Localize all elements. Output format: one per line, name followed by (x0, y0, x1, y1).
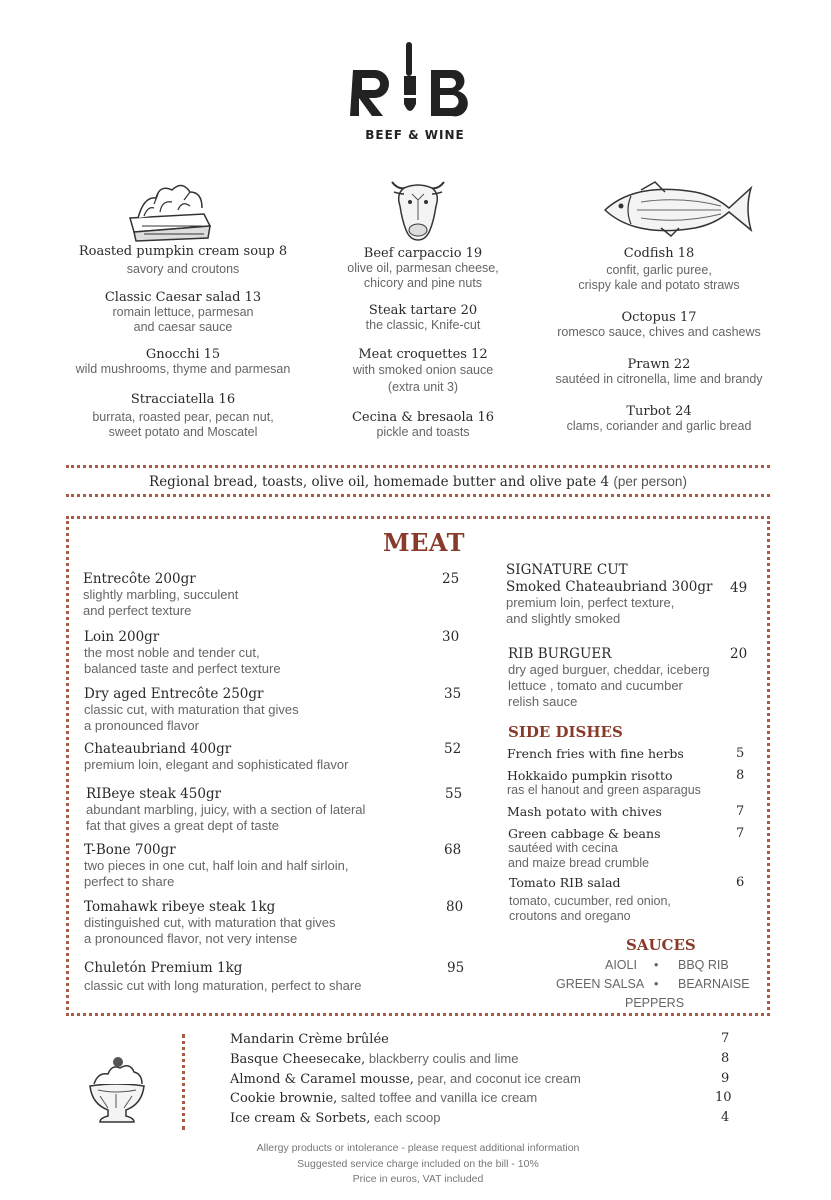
dessert-name: Mandarin Crème brûlée (230, 1032, 389, 1047)
divider (66, 465, 770, 468)
starter-desc: savory and croutons (126, 262, 240, 276)
sauce-separator: • (654, 958, 659, 972)
bread-note: (per person) (613, 474, 687, 489)
footer-allergy: Allergy products or intolerance - please request additional information (256, 1142, 580, 1154)
starter-desc: clams, coriander and garlic bread (566, 419, 752, 433)
divider (66, 494, 770, 497)
starter-name: Codfish 18 (623, 246, 695, 261)
dessert-item (230, 1090, 537, 1106)
starter-name: Meat croquettes 12 (358, 347, 488, 362)
sauce-aioli: AIOLI (605, 958, 637, 972)
meat-item (84, 741, 474, 773)
meat-item (84, 629, 474, 677)
meat-desc: the most noble and tender cut, balanced taste and perfect texture (84, 645, 281, 676)
starter-name: Gnocchi 15 (145, 347, 221, 362)
starter-name: Prawn 22 (627, 357, 691, 372)
meat-item (84, 842, 474, 890)
vegetable-crate-icon (124, 184, 214, 242)
dessert-desc: each scoop (370, 1110, 441, 1125)
meat-item (84, 960, 474, 994)
side-item (507, 804, 747, 819)
sundae-icon (82, 1050, 152, 1130)
sauce-separator: • (654, 977, 659, 991)
signature-desc: premium loin, perfect texture, and slightly smoked (506, 595, 675, 626)
starter-desc: sautéed in citronella, lime and brandy (555, 372, 763, 386)
meat-desc: slightly marbling, succulent and perfect texture (83, 587, 239, 618)
starter-desc: wild mushrooms, thyme and parmesan (75, 362, 291, 376)
signature-name: Smoked Chateaubriand 300gr (506, 579, 713, 595)
side-name: French fries with fine herbs (507, 746, 684, 761)
starter-desc: confit, garlic puree, crispy kale and potato straws (578, 263, 740, 292)
sides-heading: SIDE DISHES (508, 723, 623, 741)
dessert-desc: blackberry coulis and lime (365, 1051, 519, 1066)
side-price: 8 (736, 768, 745, 783)
meat-desc: premium loin, elegant and sophisticated flavor (84, 757, 349, 772)
side-name: Tomato RIB salad (509, 875, 621, 890)
footer-service: Suggested service charge included on the bill - 10% (297, 1157, 539, 1170)
meat-item (84, 899, 474, 947)
dessert-price: 10 (715, 1090, 732, 1105)
sauces-heading: SAUCES (626, 936, 696, 954)
meat-price: 80 (446, 899, 464, 915)
dessert-item (230, 1071, 581, 1087)
starter-desc: burrata, roasted pear, pecan nut, sweet potato and Moscatel (92, 410, 274, 439)
starter-name: Steak tartare 20 (368, 303, 478, 318)
side-item (509, 875, 749, 924)
sauce-peppers: PEPPERS (625, 996, 685, 1010)
dessert-price: 4 (721, 1110, 730, 1125)
meat-desc: distinguished cut, with maturation that gives a pronounced flavor, not very intense (84, 915, 336, 946)
bread-line (66, 474, 770, 490)
meat-item (84, 686, 474, 734)
signature-label: SIGNATURE CUT (506, 562, 628, 578)
dessert-divider (182, 1034, 185, 1130)
signature-cut (506, 562, 756, 627)
meat-desc: classic cut with long maturation, perfect to share (84, 978, 362, 993)
dessert-desc: salted toffee and vanilla ice cream (337, 1090, 538, 1105)
meat-name: RIBeye steak 450gr (86, 786, 222, 802)
side-price: 6 (736, 875, 745, 890)
side-name: Green cabbage & beans (508, 826, 661, 841)
meat-name: Dry aged Entrecôte 250gr (84, 686, 264, 702)
side-name: Hokkaido pumpkin risotto (507, 768, 673, 783)
dessert-price: 7 (721, 1031, 730, 1046)
side-desc: tomato, cucumber, red onion, croutons and oregano (509, 894, 671, 923)
cow-head-icon (388, 174, 448, 242)
knife-icon (345, 40, 485, 120)
meat-item (86, 786, 476, 834)
dessert-price: 8 (721, 1051, 730, 1066)
burger-price: 20 (730, 646, 748, 662)
meat-price: 52 (444, 741, 462, 757)
dessert-name: Ice cream & Sorbets, (230, 1111, 371, 1126)
burger (508, 646, 758, 710)
fish-icon (601, 180, 755, 238)
starter-name: Stracciatella 16 (130, 392, 236, 407)
dessert-item (230, 1031, 389, 1047)
sauce-green-salsa: GREEN SALSA (556, 977, 645, 991)
dessert-name: Cookie brownie, (230, 1091, 338, 1106)
starter-desc: romesco sauce, chives and cashews (557, 325, 761, 339)
meat-desc: two pieces in one cut, half loin and half sirloin, perfect to share (84, 858, 349, 889)
burger-desc: dry aged burguer, cheddar, iceberg lettuce , tomato and cucumber relish sauce (508, 662, 710, 709)
starter-desc: with smoked onion sauce (extra unit 3) (352, 363, 494, 394)
logo (345, 40, 485, 145)
meat-price: 55 (445, 786, 463, 802)
signature-price: 49 (730, 580, 748, 596)
starter-name: Beef carpaccio 19 (363, 246, 483, 261)
side-price: 5 (736, 746, 745, 761)
starter-name: Roasted pumpkin cream soup 8 (78, 244, 288, 259)
sauce-bearnaise: BEARNAISE (678, 977, 750, 991)
side-price: 7 (736, 826, 745, 841)
dessert-name: Almond & Caramel mousse, (230, 1072, 414, 1087)
sauce-bbq: BBQ RIB (678, 958, 729, 972)
meat-price: 30 (442, 629, 460, 645)
dessert-desc: pear, and coconut ice cream (413, 1071, 581, 1086)
starter-name: Octopus 17 (621, 310, 697, 325)
dessert-name: Basque Cheesecake, (230, 1052, 366, 1067)
meat-heading: MEAT (383, 528, 466, 557)
dessert-price: 9 (721, 1071, 730, 1086)
burger-name: RIB BURGUER (508, 646, 612, 662)
starter-desc: pickle and toasts (376, 425, 470, 439)
starter-desc: olive oil, parmesan cheese, chicory and pine nuts (347, 261, 499, 290)
meat-desc: classic cut, with maturation that gives a pronounced flavor (84, 702, 299, 733)
starter-desc: romain lettuce, parmesan and caesar sauce (112, 305, 254, 334)
meat-price: 68 (444, 842, 462, 858)
meat-price: 25 (442, 571, 460, 587)
meat-item (83, 571, 473, 619)
side-item (507, 746, 747, 761)
meat-price: 95 (447, 960, 465, 976)
meat-name: Chateaubriand 400gr (84, 741, 232, 757)
starter-name: Turbot 24 (626, 404, 692, 419)
starter-name: Classic Caesar salad 13 (104, 290, 262, 305)
side-name: Mash potato with chives (507, 804, 662, 819)
side-item (508, 826, 748, 871)
side-item (507, 768, 747, 798)
side-price: 7 (736, 804, 745, 819)
meat-name: T-Bone 700gr (84, 842, 176, 858)
dessert-item (230, 1110, 440, 1126)
meat-name: Tomahawk ribeye steak 1kg (84, 899, 276, 915)
dessert-item (230, 1051, 519, 1067)
footer (0, 1141, 831, 1188)
meat-name: Loin 200gr (84, 629, 160, 645)
side-desc: ras el hanout and green asparagus (507, 783, 701, 797)
side-desc: sautéed with cecina and maize bread crumble (508, 841, 650, 870)
footer-vat: Price in euros, VAT included (352, 1173, 484, 1185)
brand-tagline: BEEF & WINE (365, 128, 465, 142)
meat-name: Entrecôte 200gr (83, 571, 196, 587)
bread-text: Regional bread, toasts, olive oil, homemade butter and olive pate 4 (149, 474, 610, 490)
meat-name: Chuletón Premium 1kg (84, 960, 243, 976)
meat-price: 35 (444, 686, 462, 702)
meat-desc: abundant marbling, juicy, with a section of lateral fat that gives a great dept of taste (86, 802, 366, 833)
starter-name: Cecina & bresaola 16 (351, 410, 495, 425)
starter-desc: the classic, Knife-cut (365, 318, 481, 332)
